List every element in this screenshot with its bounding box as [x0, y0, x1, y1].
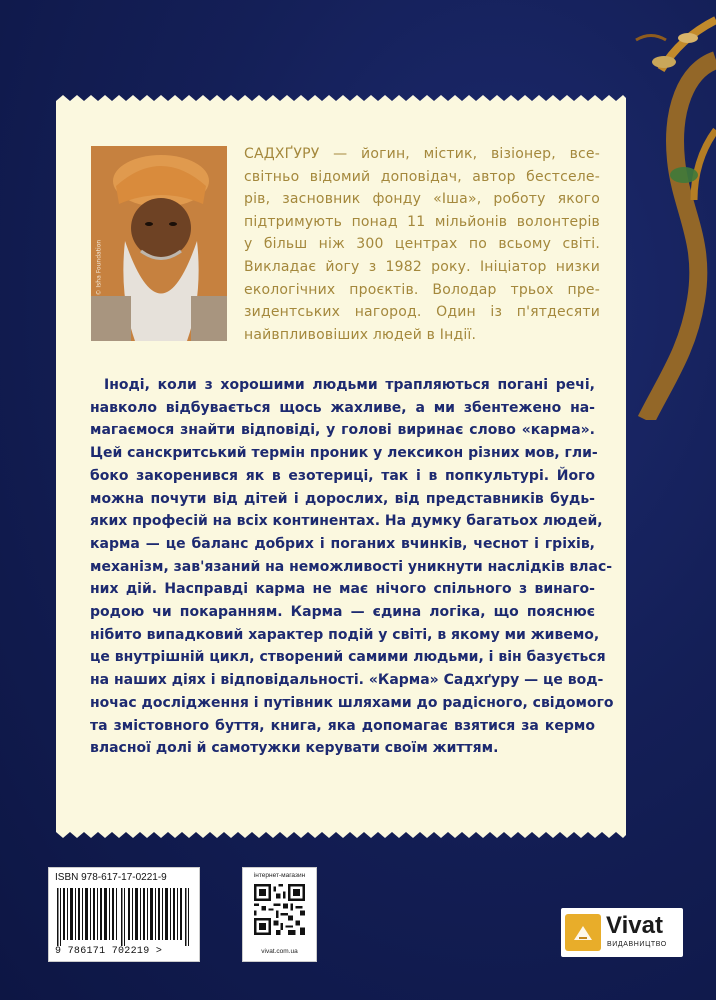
qr-code-icon [254, 884, 305, 935]
bio-line: у більш ніж 300 центрах по всьому світі. [244, 236, 600, 253]
book-description [90, 374, 614, 760]
publisher-subtitle: ВИДАВНИЦТВО [607, 941, 667, 948]
description-line: можна почути від дітей і дорослих, від представників будь- [90, 490, 595, 507]
description-line: нібито випадковий характер подій у світі, в якому ми живемо, [90, 626, 600, 643]
publisher-logo [561, 908, 683, 957]
bio-line: найвпливовіших людей в Індії. [244, 326, 477, 343]
qr-code-box [242, 867, 317, 962]
bio-line: зидентських нагород. Один із п'ятдесяти [244, 304, 600, 321]
bio-line: підтримують понад 11 мільйонів волонтерів [244, 213, 600, 230]
bio-line: екологічних проєктів. Володар трьох пре- [244, 281, 600, 298]
description-line: них дій. Насправді карма не має нічого спільного з винаго- [90, 581, 595, 598]
author-portrait-illustration [91, 146, 227, 341]
publisher-mark-icon [565, 914, 601, 951]
description-line: родою чи покаранням. Карма — єдина логіка, що пояснює [90, 604, 595, 621]
qr-caption-bottom: vivat.com.ua [261, 948, 298, 955]
description-line: Цей санскритський термін проник у лексикон різних мов, гли- [90, 445, 598, 462]
description-line: магаємося знайти відповіді, у голові виринає слово «карма». [90, 422, 595, 439]
description-line: це внутрішній цикл, створений самими людьми, і він базується [90, 649, 606, 666]
barcode-digits: 9 786171 702219 > [55, 946, 163, 957]
bio-line: САДХҐУРУ — йогин, містик, візіонер, все- [244, 146, 600, 162]
description-line: карма — це баланс добрих і поганих вчинків, чеснот і гріхів, [90, 535, 595, 552]
barcode-icon [55, 888, 193, 946]
isbn-barcode-box [48, 867, 200, 962]
bio-line: Викладає йогу з 1982 року. Ініціатор низки [244, 258, 600, 275]
author-photo [91, 146, 227, 341]
panel-bottom-ornament [56, 830, 626, 842]
description-line: навколо відбувається щось жахливе, а ми збентежено на- [90, 399, 595, 416]
description-line: механізм, зав'язаний на неможливості уникнути наслідків влас- [90, 558, 613, 575]
bio-line: світньо відомий доповідач, автор бестселе- [244, 168, 600, 185]
qr-caption-top: інтернет-магазин [253, 872, 306, 879]
bio-line: рів, засновник фонду «Іша», роботу якого [244, 191, 600, 208]
description-line: ночас дослідження і путівник шляхами до радісного, свідомого [90, 694, 614, 711]
photo-copyright: © Isha Foundation [95, 239, 103, 296]
description-line: Іноді, коли з хорошими людьми трапляються погані речі, [104, 377, 595, 393]
isbn-label: ISBN 978-617-17-0221-9 [55, 872, 167, 883]
author-bio [244, 143, 600, 346]
description-line: на наших діях і відповідальності. «Карма» Садхґуру — це вод- [90, 672, 604, 689]
panel-top-ornament [56, 91, 626, 103]
description-line: власної долі й самотужки керувати своїм життям. [90, 740, 499, 757]
description-line: яких професій на всіх континентах. На думку багатьох людей, [90, 513, 603, 530]
description-line: та змістовного буття, книга, яка допомагає взятися за кермо [90, 717, 595, 734]
publisher-name: Vivat [606, 912, 663, 939]
description-line: боко закоренився як в езотериці, так і в попкультурі. Його [90, 467, 595, 484]
